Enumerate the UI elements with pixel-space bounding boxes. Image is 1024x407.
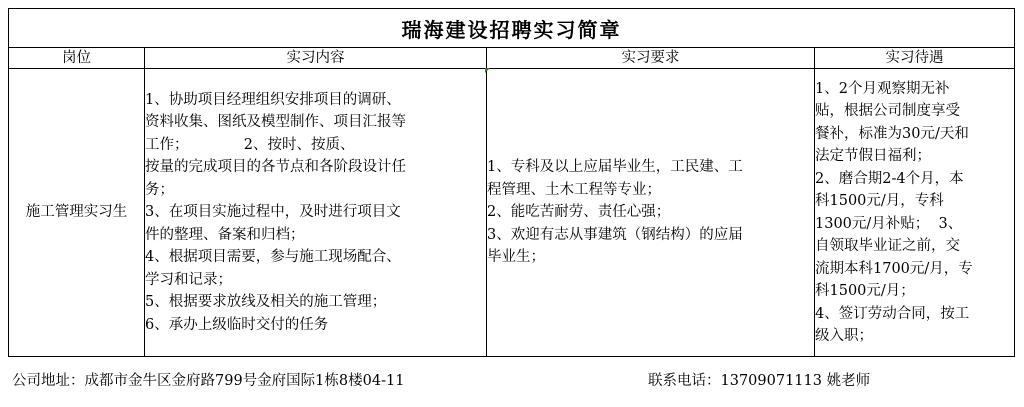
content-line: 务； xyxy=(145,181,174,198)
benefit-line: 2、磨合期2-4个月，本 xyxy=(815,170,964,187)
requirement-line: 3、欢迎有志从事建筑（钢结构）的应届 xyxy=(487,226,743,243)
company-address: 公司地址：成都市金牛区金府路799号金府国际1栋8楼04-11 xyxy=(12,373,405,389)
header-benefits: 实习待遇 xyxy=(815,48,1015,69)
requirements-cell xyxy=(487,69,815,357)
benefit-line: 流期本科1700元/月，专 xyxy=(815,260,973,277)
content-line: 3、在项目实施过程中，及时进行项目文 xyxy=(145,204,401,221)
requirement-line: 1、专科及以上应届毕业生，工民建、工 xyxy=(487,159,743,176)
contact-info: 联系电话：13709071113 姚老师 xyxy=(648,373,871,389)
benefit-line: 科1500元/月； xyxy=(815,283,915,299)
content-line: 按量的完成项目的各节点和各阶段设计任 xyxy=(145,159,406,176)
benefit-line: 1、2个月观察期无补 xyxy=(815,80,950,97)
cell-comment-marker xyxy=(485,68,490,73)
content-line: 件的整理、备案和归档； xyxy=(145,226,305,243)
benefit-line: 法定节假日福利； xyxy=(815,148,931,164)
content-line: 学习和记录； xyxy=(145,271,232,288)
requirement-line: 2、能吃苦耐劳、责任心强； xyxy=(487,204,671,221)
benefit-line: 4、签订劳动合同，按工 xyxy=(815,305,970,322)
content-line: 6、承办上级临时交付的任务 xyxy=(145,316,329,333)
benefit-line: 科1500元/月，专科 xyxy=(815,193,944,209)
content-line: 5、根据要求放线及相关的施工管理； xyxy=(145,294,387,311)
requirement-line: 毕业生； xyxy=(487,249,545,266)
benefit-line: 贴，根据公司制度享受 xyxy=(815,103,960,119)
content-line: 4、根据项目需要，参与施工现场配合、 xyxy=(145,249,401,266)
header-content: 实习内容 xyxy=(145,48,487,69)
benefit-line: 1300元/月补贴； 3、 xyxy=(815,215,963,232)
content-line: 1、协助项目经理组织安排项目的调研、 xyxy=(145,91,401,108)
benefit-line: 餐补，标准为30元/天和 xyxy=(815,125,969,142)
position-cell: 施工管理实习生 xyxy=(9,69,145,357)
benefit-line: 自领取毕业证之前，交 xyxy=(815,238,960,254)
content-cell xyxy=(145,69,487,357)
header-position: 岗位 xyxy=(9,48,145,69)
content-line: 资料收集、图纸及模型制作、项目汇报等 xyxy=(145,114,406,131)
benefits-cell xyxy=(815,69,1015,357)
benefit-line: 级入职； xyxy=(815,328,873,344)
header-requirements: 实习要求 xyxy=(487,48,815,69)
page-title: 瑞海建设招聘实习简章 xyxy=(9,9,1015,48)
recruitment-table xyxy=(8,8,1015,357)
content-line: 工作； 2、按时、按质、 xyxy=(145,136,355,153)
requirement-line: 程管理、土木工程等专业； xyxy=(487,181,661,198)
